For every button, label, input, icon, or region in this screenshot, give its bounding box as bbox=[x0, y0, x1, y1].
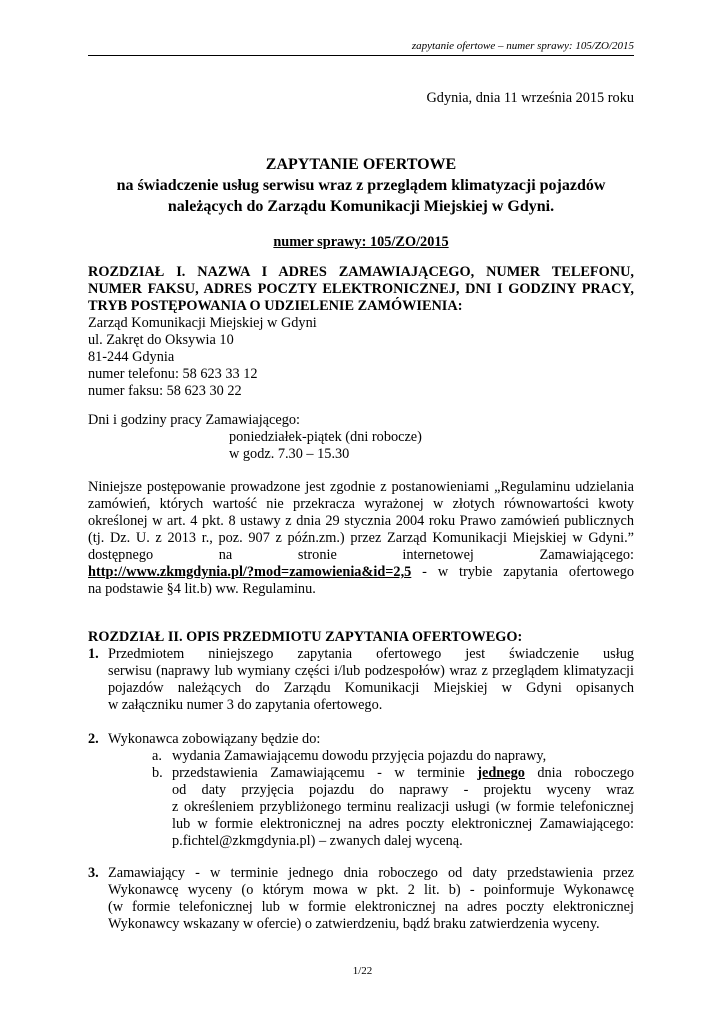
chapter-2-heading: ROZDZIAŁ II. OPIS PRZEDMIOTU ZAPYTANIA OFERTOWEGO: bbox=[88, 629, 523, 645]
procedure-paragraph bbox=[88, 479, 634, 598]
title-line-3: należących do Zarządu Komunikacji Miejskiej w Gdyni. bbox=[167, 198, 555, 215]
contact-address bbox=[88, 315, 634, 400]
chapter-1-heading-line: ROZDZIAŁ I. NAZWA I ADRES ZAMAWIAJĄCEGO, NUMER TELEFONU, bbox=[88, 264, 634, 280]
header-divider bbox=[88, 55, 634, 56]
paragraph-line: na podstawie §4 lit.b) ww. Regulaminu. bbox=[88, 581, 316, 597]
item-line: w załączniku numer 3 do zapytania ofertowego. bbox=[108, 697, 383, 713]
address-line: 81-244 Gdynia bbox=[88, 349, 175, 365]
paragraph-line: dostępnego na stronie internetowej Zamawiającego: bbox=[88, 547, 634, 563]
sub-item-a-text: wydania Zamawiającemu dowodu przyjęcia pojazdu do naprawy, bbox=[172, 748, 547, 764]
sub-item-line: z określeniem przybliżonego terminu realizacji usługi (w formie telefonicznej bbox=[172, 799, 634, 815]
item-line: Wykonawcy wskazany w ofercie) o zatwierdzeniu, bądź braku zatwierdzenia wyceny. bbox=[108, 916, 600, 932]
sub-item-line bbox=[172, 765, 634, 782]
paragraph-line: określonej w art. 4 pkt. 8 ustawy z dnia 29 stycznia 2004 roku Prawo zamówień publicznych bbox=[88, 513, 634, 529]
phone-number: numer telefonu: 58 623 33 12 bbox=[88, 366, 258, 382]
paragraph-line bbox=[88, 564, 634, 581]
title-line-2: na świadczenie usług serwisu wraz z przeglądem klimatyzacji pojazdów bbox=[116, 177, 606, 194]
address-line: Zarząd Komunikacji Miejskiej w Gdyni bbox=[88, 315, 317, 331]
sub-item-b-after: dnia roboczego bbox=[524, 765, 634, 781]
link-suffix: - w trybie zapytania ofertowego bbox=[411, 564, 634, 580]
date-line: Gdynia, dnia 11 września 2015 roku bbox=[426, 90, 634, 106]
item-line: pojazdów należących do Zarządu Komunikacji Miejskiej w Gdyni opisanych bbox=[108, 680, 634, 696]
item-line: Wykonawcę wyceny (o którym mowa w pkt. 2 lit. b) - poinformuje Wykonawcę bbox=[108, 882, 634, 898]
item-2-number: 2. bbox=[88, 731, 99, 747]
chapter-1-heading-line: TRYB POSTĘPOWANIA O UDZIELENIE ZAMÓWIENIA: bbox=[88, 298, 463, 314]
sub-item-b-before: przedstawienia Zamawiającemu - w terminie bbox=[172, 765, 478, 781]
document-title bbox=[88, 154, 634, 217]
paragraph-line: Niniejsze postępowanie prowadzone jest zgodnie z postanowieniami „Regulaminu udzielania bbox=[88, 479, 634, 495]
item-line: (w formie telefonicznej lub w formie elektronicznej na adres poczty elektronicznej bbox=[108, 899, 634, 915]
item-2-intro: Wykonawca zobowiązany będzie do: bbox=[108, 731, 321, 747]
page-number: 1/22 bbox=[352, 965, 373, 977]
fax-number: numer faksu: 58 623 30 22 bbox=[88, 383, 242, 399]
item-line: Zamawiający - w terminie jednego dnia roboczego od daty przedstawienia przez bbox=[108, 865, 634, 881]
case-number: numer sprawy: 105/ZO/2015 bbox=[273, 234, 449, 250]
running-header: zapytanie ofertowe – numer sprawy: 105/ZO/2015 bbox=[411, 40, 634, 52]
item-line: Przedmiotem niniejszego zapytania ofertowego jest świadczenie usług bbox=[108, 646, 634, 662]
sub-item-a-label: a. bbox=[152, 748, 162, 764]
title-main: ZAPYTANIE OFERTOWE bbox=[265, 156, 457, 173]
sub-item-b-text bbox=[172, 765, 634, 850]
office-hours-time: w godz. 7.30 – 15.30 bbox=[229, 446, 350, 462]
item-1-number: 1. bbox=[88, 646, 99, 662]
office-hours-label: Dni i godziny pracy Zamawiającego: bbox=[88, 412, 300, 428]
item-3-number: 3. bbox=[88, 865, 99, 881]
chapter-1-heading-line: NUMER FAKSU, ADRES POCZTY ELEKTRONICZNEJ, DNI I GODZINY PRACY, bbox=[88, 281, 634, 297]
item-1-text bbox=[108, 646, 634, 714]
paragraph-line: (tj. Dz. U. z 2013 r., poz. 907 z późn.zm.) przez Zarząd Komunikacji Miejskiej w Gdyni.” bbox=[88, 530, 634, 546]
sub-item-line: lub w formie elektronicznej na adres poczty elektronicznej Zamawiającego: bbox=[172, 816, 634, 832]
regulations-link[interactable]: http://www.zkmgdynia.pl/?mod=zamowienia&id=2,5 bbox=[88, 564, 412, 580]
item-3-text bbox=[108, 865, 634, 933]
paragraph-line: zamówień, których wartość nie przekracza wyrażonej w złotych równowartości kwoty bbox=[88, 496, 634, 512]
address-line: ul. Zakręt do Oksywia 10 bbox=[88, 332, 234, 348]
sub-item-line: od daty przyjęcia pojazdu do naprawy - projektu wyceny wraz bbox=[172, 782, 634, 798]
emphasis-one-day: jednego bbox=[477, 765, 525, 781]
sub-item-b-label: b. bbox=[152, 765, 163, 781]
office-hours-days: poniedziałek-piątek (dni robocze) bbox=[229, 429, 422, 445]
chapter-1-heading bbox=[88, 264, 634, 315]
item-line: serwisu (naprawy lub wymiany części i/lub podzespołów) wraz z przeglądem klimatyzacji bbox=[108, 663, 634, 679]
sub-item-line: p.fichtel@zkmgdynia.pl) – zwanych dalej wyceną. bbox=[172, 833, 463, 849]
